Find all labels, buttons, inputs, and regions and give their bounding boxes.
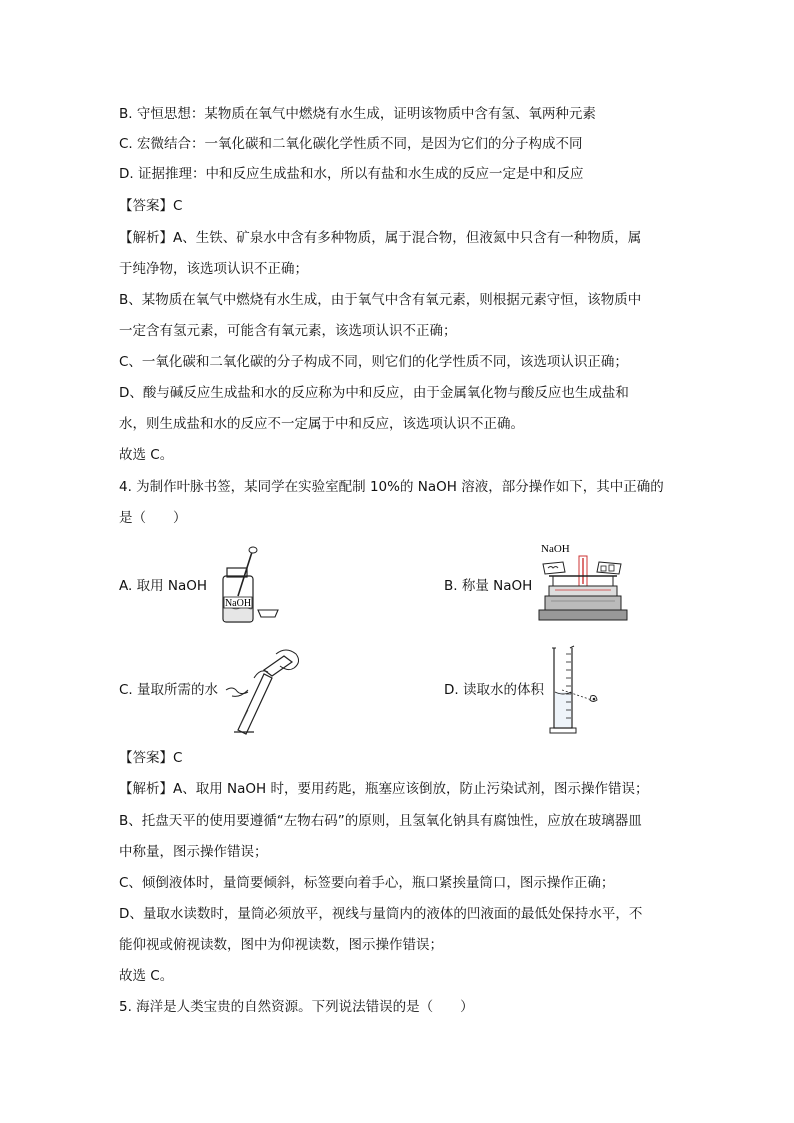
weigh-naoh-figure [535,538,631,626]
option-b-text: B. 守恒思想：某物质在氧气中燃烧有水生成，证明该物质中含有氢、氧两种元素 [119,106,596,122]
option-d-text: D. 证据推理：中和反应生成盐和水，所以有盐和水生成的反应一定是中和反应 [119,166,584,182]
analysis-line: D、酸与碱反应生成盐和水的反应称为中和反应，由于金属氧化物与酸反应也生成盐和 [119,385,629,401]
analysis-line: D、量取水读数时，量筒必须放平，视线与量筒内的液体的凹液面的最低处保持水平，不 [119,906,643,922]
option-a-label: A. 取用 NaOH [119,578,208,594]
analysis-line: C、一氧化碳和二氧化碳的分子构成不同，则它们的化学性质不同，该选项认识正确； [119,354,628,370]
question-4-stem: 4. 为制作叶脉书签，某同学在实验室配制 10%的 NaOH 溶液，部分操作如下，其中正确的 [119,479,664,495]
read-volume-figure [548,644,604,736]
option-c-label: C. 量取所需的水 [119,682,219,698]
analysis-line: 水，则生成盐和水的反应不一定属于中和反应，该选项认识不正确。 [119,416,524,432]
pour-water-figure [224,644,306,736]
analysis-line: 能仰视或俯视读数，图中为仰视读数，图示操作错误； [119,937,443,953]
analysis-line: B、托盘天平的使用要遵循“左物右码”的原则，且氢氧化钠具有腐蚀性，应放在玻璃器皿 [119,813,642,829]
take-naoh-figure [212,546,284,624]
option-c-text: C. 宏微结合：一氧化碳和二氧化碳化学性质不同，是因为它们的分子构成不同 [119,136,583,152]
answer-line: 【答案】C [119,198,183,214]
analysis-line: 【解析】A、生铁、矿泉水中含有多种物质，属于混合物，但液氮中只含有一种物质，属 [119,230,642,246]
option-b-label: B. 称量 NaOH [444,578,533,594]
conclusion-line: 故选 C。 [119,447,174,463]
analysis-line: B、某物质在氧气中燃烧有水生成，由于氧气中含有氧元素，则根据元素守恒，该物质中 [119,292,642,308]
answer-line: 【答案】C [119,750,183,766]
conclusion-line: 故选 C。 [119,968,174,984]
analysis-line: 一定含有氢元素，可能含有氧元素，该选项认识不正确； [119,323,457,339]
bottle-label: NaOH [224,598,252,609]
analysis-line: 中称量，图示操作错误； [119,844,268,860]
analysis-line: 于纯净物，该选项认识不正确； [119,261,308,277]
option-d-label: D. 读取水的体积 [444,682,544,698]
question-5-stem: 5. 海洋是人类宝贵的自然资源。下列说法错误的是（ ） [119,999,474,1015]
balance-label: NaOH [541,543,570,555]
question-4-stem: 是（ ） [119,510,187,526]
analysis-line: C、倾倒液体时，量筒要倾斜，标签要向着手心，瓶口紧挨量筒口，图示操作正确； [119,875,615,891]
analysis-line: 【解析】A、取用 NaOH 时，要用药匙，瓶塞应该倒放，防止污染试剂，图示操作错误； [119,781,649,797]
